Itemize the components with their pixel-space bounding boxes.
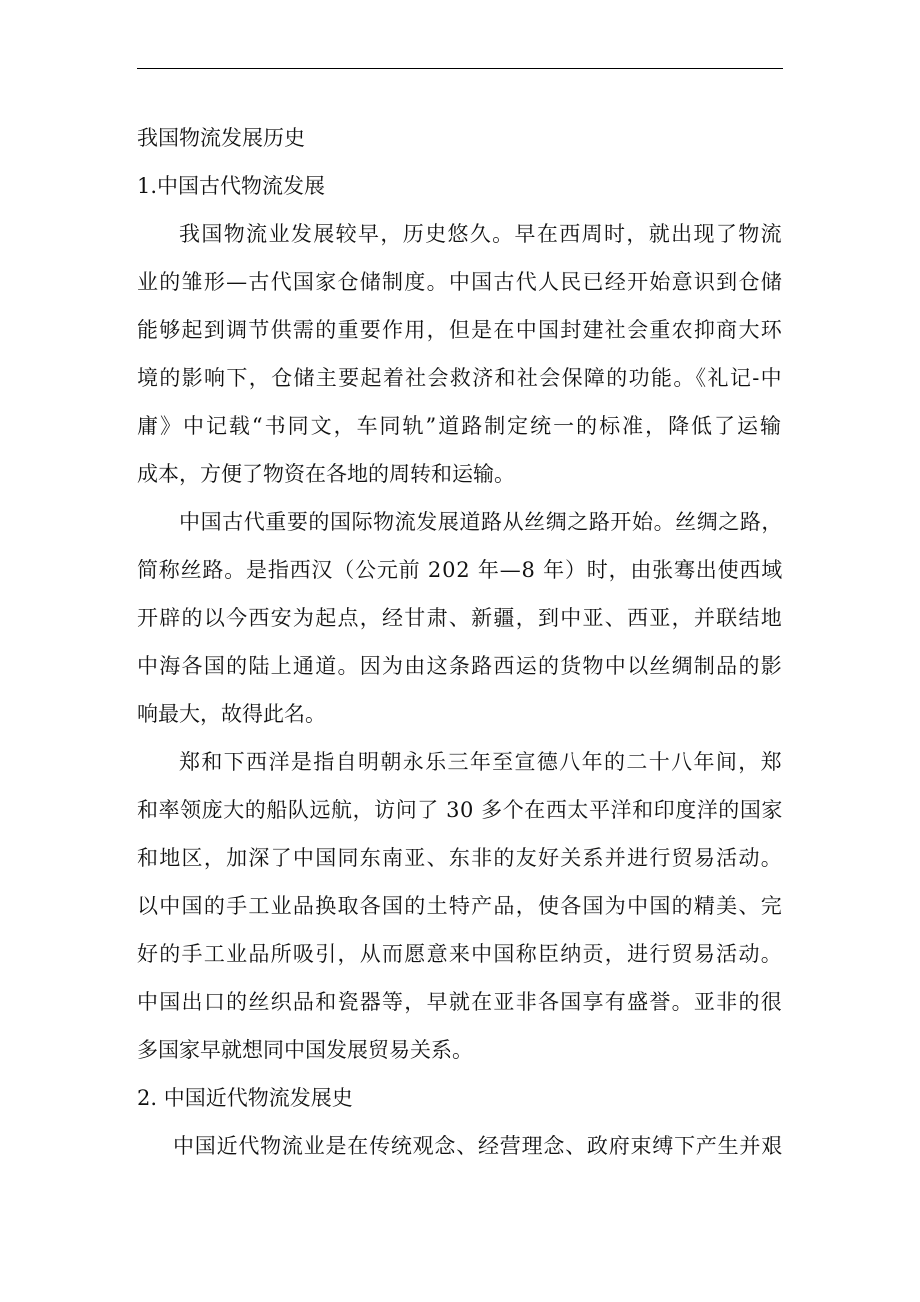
text-line bbox=[137, 594, 783, 642]
text-line-content: 和地区，加深了中国同东南亚、东非的友好关系并进行贸易活动。 bbox=[137, 846, 783, 870]
text-line-content: 2. 中国近代物流发展史 bbox=[137, 1086, 353, 1110]
text-line bbox=[137, 930, 783, 978]
document-body bbox=[137, 114, 783, 1170]
text-line-content: 中国古代重要的国际物流发展道路从丝绸之路开始。丝绸之路， bbox=[179, 510, 783, 534]
text-line-content: 和率领庞大的船队远航，访问了 30 多个在西太平洋和印度洋的国家 bbox=[137, 798, 783, 822]
text-line bbox=[137, 786, 783, 834]
text-line-content: 庸》中记载“书同文，车同轨”道路制定统一的标准，降低了运输 bbox=[137, 414, 783, 438]
text-line-content: 多国家早就想同中国发展贸易关系。 bbox=[137, 1038, 473, 1062]
text-line bbox=[137, 546, 783, 594]
text-line-content: 以中国的手工业品换取各国的土特产品，使各国为中国的精美、完 bbox=[137, 894, 783, 918]
text-line bbox=[137, 1026, 783, 1074]
text-line bbox=[137, 210, 783, 258]
text-line-content: 我国物流发展历史 bbox=[137, 126, 305, 150]
header-rule bbox=[137, 68, 783, 69]
text-line-content: 响最大，故得此名。 bbox=[137, 702, 326, 726]
text-line-content: 1.中国古代物流发展 bbox=[137, 174, 326, 198]
text-line-content: 中国近代物流业是在传统观念、经营理念、政府束缚下产生并艰 bbox=[173, 1134, 783, 1158]
text-line bbox=[137, 258, 783, 306]
text-line-content: 中国出口的丝织品和瓷器等，早就在亚非各国享有盛誉。亚非的很 bbox=[137, 990, 783, 1014]
text-line bbox=[137, 690, 783, 738]
text-line-content: 中海各国的陆上通道。因为由这条路西运的货物中以丝绸制品的影 bbox=[137, 654, 783, 678]
text-line bbox=[137, 642, 783, 690]
text-line bbox=[137, 1122, 783, 1170]
text-line bbox=[137, 1074, 783, 1122]
text-line bbox=[137, 306, 783, 354]
text-line bbox=[137, 162, 783, 210]
text-line-content: 我国物流业发展较早，历史悠久。早在西周时，就出现了物流 bbox=[179, 222, 783, 246]
text-line bbox=[137, 834, 783, 882]
text-line-content: 简称丝路。是指西汉（公元前 202 年—8 年）时，由张骞出使西域 bbox=[137, 558, 783, 582]
text-line bbox=[137, 354, 783, 402]
text-line bbox=[137, 882, 783, 930]
text-line-content: 好的手工业品所吸引，从而愿意来中国称臣纳贡，进行贸易活动。 bbox=[137, 942, 783, 966]
document-title bbox=[137, 114, 783, 162]
text-line-content: 境的影响下，仓储主要起着社会救济和社会保障的功能。《礼记-中 bbox=[137, 366, 783, 390]
text-line-content: 业的雏形—古代国家仓储制度。中国古代人民已经开始意识到仓储 bbox=[137, 270, 783, 294]
text-line bbox=[137, 498, 783, 546]
text-line-content: 能够起到调节供需的重要作用，但是在中国封建社会重农抑商大环 bbox=[137, 318, 783, 342]
text-line-content: 成本，方便了物资在各地的周转和运输。 bbox=[137, 462, 515, 486]
text-line bbox=[137, 402, 783, 450]
text-line-content: 郑和下西洋是指自明朝永乐三年至宣德八年的二十八年间，郑 bbox=[179, 750, 783, 774]
text-line bbox=[137, 450, 783, 498]
text-line bbox=[137, 738, 783, 786]
text-line bbox=[137, 978, 783, 1026]
text-line-content: 开辟的以今西安为起点，经甘肃、新疆，到中亚、西亚，并联结地 bbox=[137, 606, 783, 630]
